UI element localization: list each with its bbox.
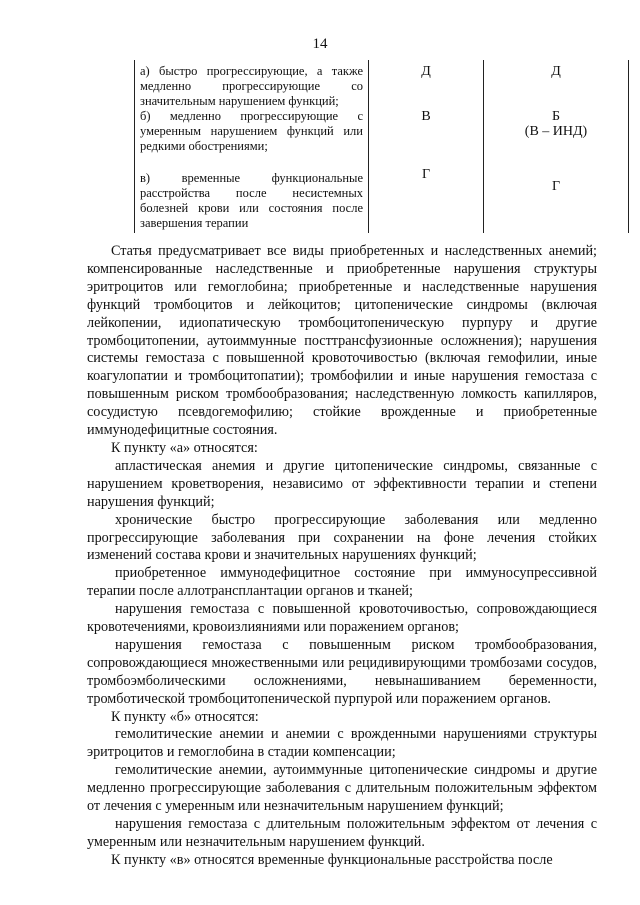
paragraph-heading-a: К пункту «а» относятся:: [111, 439, 258, 456]
table-row: [135, 109, 629, 167]
paragraph: приобретенное иммунодефицитное состояние при иммуносупрессивной терапии после аллотрансплантации органов и тканей;: [87, 565, 597, 600]
category-col3: [484, 167, 629, 233]
paragraph: нарушения гемостаза с длительным положительным эффектом от лечения с умеренным или незначительным нарушением функций.: [87, 816, 597, 850]
category-col3-value: Д: [551, 64, 561, 79]
row-description: а) быстро прогрессирующие, а также медленно прогрессирующие со значительным нарушением функций;: [135, 60, 369, 109]
category-col3: [484, 109, 629, 167]
paragraph: нарушения гемостаза с повышенным риском тромбообразования, сопровождающиеся множественными или рецидивирующими тромбозами сосудов, тромбоэмболическими осложнениями, невынашиванием беременности, тромботической тромбоцитопенической пурпурой или поражением органов.: [87, 636, 597, 707]
paragraph: гемолитические анемии и анемии с врожденными нарушениями структуры эритроцитов и гемоглобина в стадии компенсации;: [87, 726, 597, 761]
table-row: [135, 60, 629, 109]
paragraph: нарушения гемостаза с повышенной кровоточивостью, сопровождающиеся кровотечениями, кровоизлияниями или поражением органов;: [87, 601, 597, 636]
table-row: [135, 167, 629, 233]
article-body: [87, 243, 597, 870]
paragraph-heading-v: К пункту «в» относятся временные функциональные расстройства после: [111, 851, 553, 868]
category-table: [134, 60, 629, 233]
category-col2: Г: [369, 167, 484, 233]
category-col3: [484, 60, 629, 109]
category-col3-value: Г: [551, 179, 561, 194]
paragraph: гемолитические анемии, аутоиммунные цитопенические синдромы и другие медленно прогрессирующие заболевания с длительным положительным эффектом от лечения с умеренным или незначительным нарушением функций;: [87, 762, 597, 815]
category-col3-note: (В – ИНД): [524, 124, 588, 139]
paragraph-intro: Статья предусматривает все виды приобретенных и наследственных анемий; компенсированные наследственные и приобретенные нарушения структуры эритроцитов или гемоглобина; приобретенные и наследственные нарушения функций тромбоцитов и лейкоцитов; цитопенические синдромы (включая лейкопении, идиопатическую тромбоцитопеническую пурпуру и другие тромбоцитопении, аутоиммунные посттрансфузионные осложнения); нарушения системы гемостаза с повышенной кровоточивостью (включая гемофилии, иные коагулопатии и тромбоцитопатии); тромбофилии и иные нарушения гемостаза с повышенным риском тромбообразования; наследственную ломкость капилляров, сосудистую псевдогемофилию; стойкие врожденные и приобретенные иммунодефицитные состояния.: [87, 243, 597, 439]
paragraph-heading-b: К пункту «б» относятся:: [111, 708, 259, 725]
row-description: в) временные функциональные расстройства после несистемных болезней крови или состояния после завершения терапии: [135, 167, 369, 233]
page-number: 14: [312, 36, 328, 52]
row-description: б) медленно прогрессирующие с умеренным нарушением функций или редкими обострениями;: [135, 109, 369, 167]
category-col3-value: Б: [551, 109, 561, 124]
category-col2: Д: [369, 60, 484, 109]
paragraph: хронические быстро прогрессирующие заболевания или медленно прогрессирующие заболевания при сохранении на фоне лечения стойких изменений состава крови и значительных нарушениях функций;: [87, 511, 597, 564]
category-col2: В: [369, 109, 484, 167]
paragraph: апластическая анемия и другие цитопенические синдромы, связанные с нарушением кроветворения, независимо от эффективности терапии и степени нарушения функций;: [87, 457, 597, 510]
